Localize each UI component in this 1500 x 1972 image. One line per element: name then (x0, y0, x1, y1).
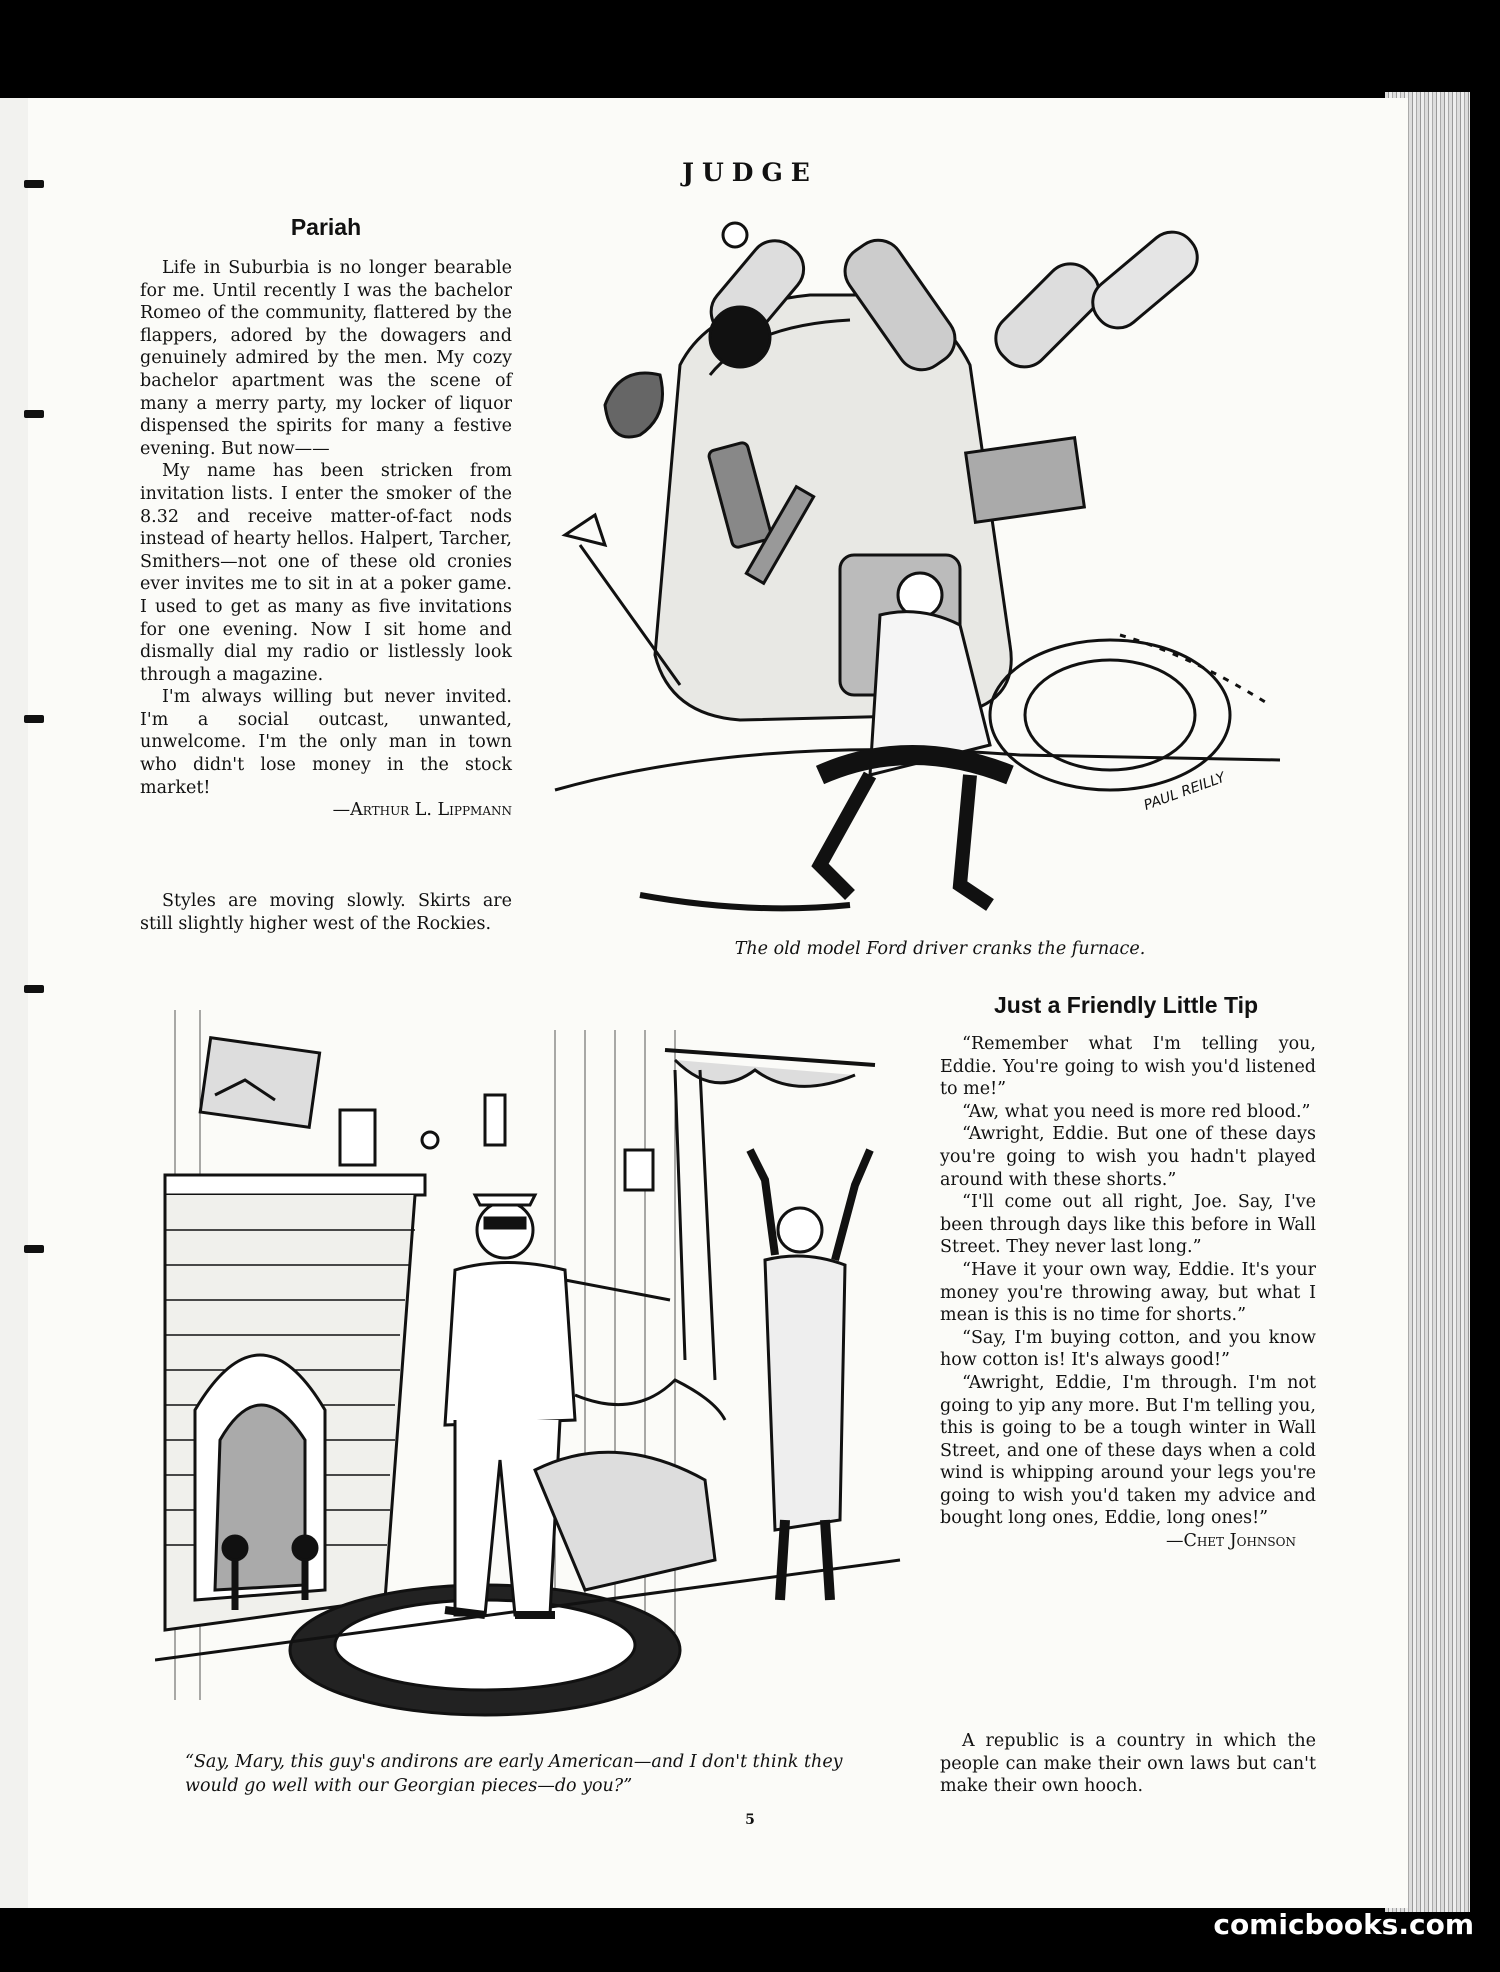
furnace-caption: The old model Ford driver cranks the furnace. (734, 939, 1146, 959)
pariah-title: Pariah (290, 214, 362, 240)
republic-note (940, 1730, 1316, 1798)
pariah-paragraph: Life in Suburbia is no longer bearable for me. Until recently I was the bachelor Romeo of the community, flattered by the flappers, adored by the dowagers and genuinely admired by the men. My cozy bachelor apartment was the scene of many a merry party, my locker of liquor dispensed the spirits for many a festive evening. But now—— (140, 258, 512, 459)
styles-note (140, 890, 512, 935)
tip-paragraph: “Aw, what you need is more red blood.” (962, 1101, 1311, 1122)
left-page-gutter (0, 98, 28, 1908)
binding-stitch (24, 715, 44, 723)
binding-stitch (24, 1245, 44, 1253)
binding-stitch (24, 985, 44, 993)
living-room-cartoon (155, 1000, 905, 1740)
styles-note-text: Styles are moving slowly. Skirts are still slightly higher west of the Rockies. (140, 891, 512, 934)
tip-paragraph: “Awright, Eddie, I'm through. I'm not going to yip any more. But I'm telling you, this is going to be a tough winter in Wall Street, and one of these days when a cold wind is whipping around your legs you're going to wish you'd taken my advice and bought long ones, Eddie, long ones!” (940, 1372, 1316, 1529)
site-watermark: comicbooks.com (1213, 1908, 1474, 1941)
pariah-paragraph: My name has been stricken from invitation lists. I enter the smoker of the 8.32 and receive matter-of-fact nods instead of hearty hellos. Halpert, Tarcher, Smithers—not one of these old cronies ever invites me to sit in at a poker game. I used to get as many as five invitations for one evening. Now I sit home and dismally dial my radio or listlessly look through a magazine. (140, 461, 512, 685)
pariah-signature: —Arthur L. Lippmann (332, 800, 512, 821)
tip-paragraph: “Remember what I'm telling you, Eddie. You're going to wish you'd listened to me!” (940, 1034, 1316, 1100)
pariah-article (140, 257, 512, 822)
tip-signature: —Chet Johnson (1165, 1531, 1296, 1552)
tip-title: Just a Friendly Little Tip (993, 992, 1259, 1018)
tip-paragraph: “Awright, Eddie. But one of these days you're going to wish you hadn't played around with these shorts.” (940, 1124, 1316, 1190)
republic-note-text: A republic is a country in which the people can make their own laws but can't make their own hooch. (940, 1731, 1316, 1797)
furnace-artist-signature: PAUL REILLY (1141, 769, 1228, 814)
tip-paragraph: “Say, I'm buying cotton, and you know how cotton is! It's always good!” (940, 1327, 1316, 1371)
pariah-paragraph: I'm always willing but never invited. I'm a social outcast, unwanted, unwelcome. I'm the only man in town who didn't lose money in the stock market! (140, 687, 512, 798)
page-number: 5 (745, 1812, 755, 1828)
tip-article (940, 1033, 1316, 1553)
masthead: JUDGE (682, 158, 818, 187)
tip-paragraph: “Have it your own way, Eddie. It's your money you're throwing away, but what I mean is this is no time for shorts.” (940, 1259, 1316, 1326)
furnace-cartoon (550, 215, 1290, 915)
binding-stitch (24, 410, 44, 418)
living-room-caption: “Say, Mary, this guy's andirons are early American—and I don't think they would go well with our Georgian pieces—do you?” (185, 1752, 843, 1796)
tip-paragraph: “I'll come out all right, Joe. Say, I've been through days like this before in Wall Street. They never last long.” (940, 1192, 1316, 1258)
